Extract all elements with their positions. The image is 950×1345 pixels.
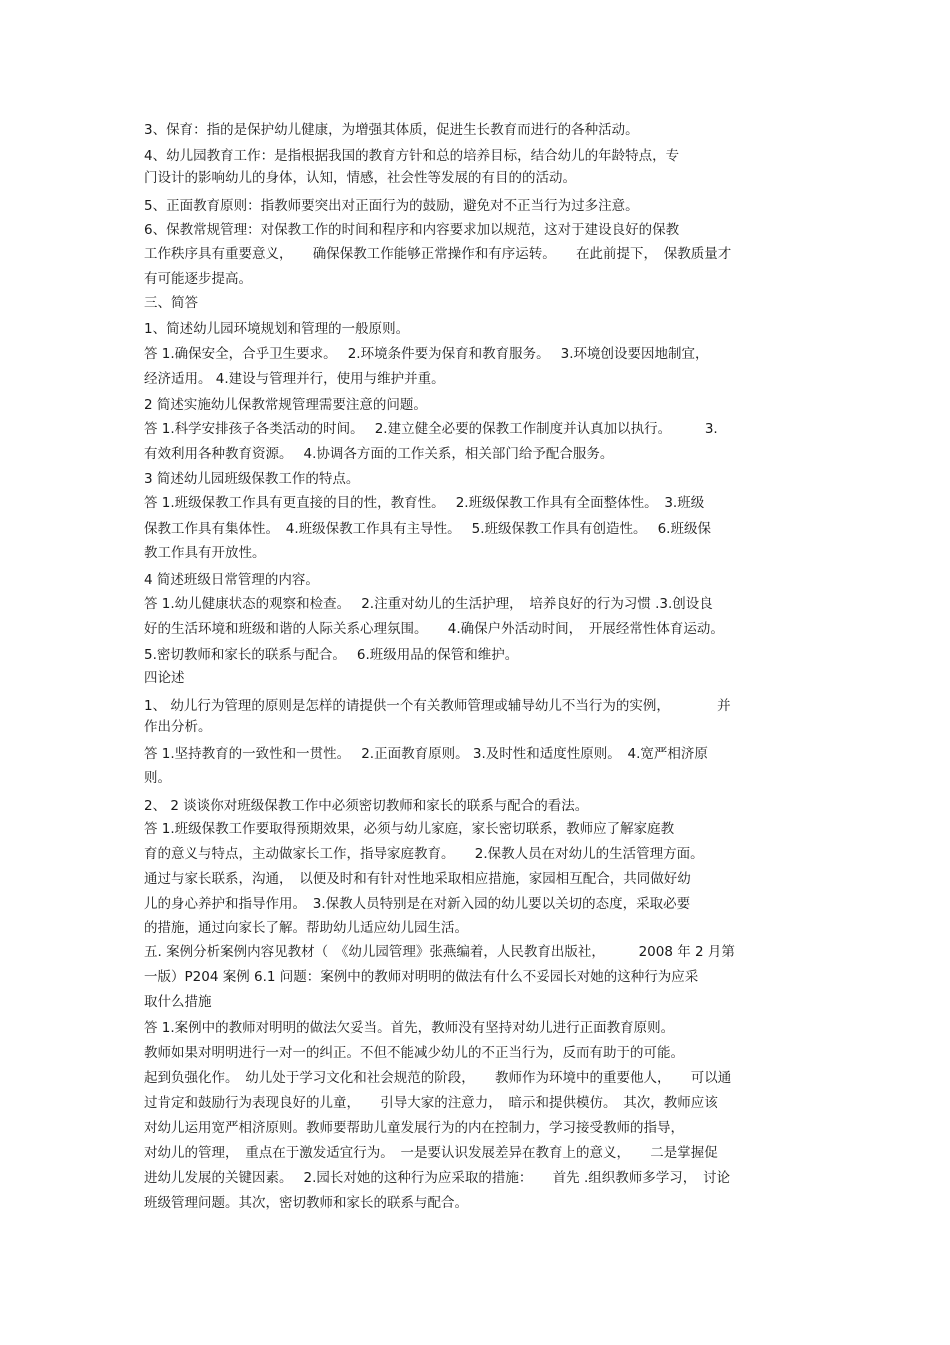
answer-line: 儿的身心养护和指导作用。 3.保教人员特别是在对新入园的幼儿要以关切的态度，采取必要 bbox=[144, 896, 691, 912]
answer-line: 好的生活环境和班级和谐的人际关系心理氛围。 4.确保户外活动时间， 开展经常性体育运动。 bbox=[144, 621, 724, 637]
answer-line: 答 1.科学安排孩子各类活动的时间。 2.建立健全必要的保教工作制度并认真加以执行。 3. bbox=[144, 421, 718, 437]
answer-line: 经济适用。 4.建设与管理并行，使用与维护并重。 bbox=[144, 371, 445, 387]
answer-line: 教工作具有开放性。 bbox=[144, 545, 266, 561]
question-line: 2、 2 谈谈你对班级保教工作中必须密切教师和家长的联系与配合的看法。 bbox=[144, 798, 589, 814]
question-line: 3 简述幼儿园班级保教工作的特点。 bbox=[144, 471, 360, 487]
answer-line: 进幼儿发展的关键因素。 2.园长对她的这种行为应采取的措施： 首先 .组织教师多学习， 讨论 bbox=[144, 1170, 731, 1186]
section-heading: 三、简答 bbox=[144, 295, 198, 311]
answer-line: 通过与家长联系，沟通， 以便及时和有针对性地采取相应措施，家园相互配合，共同做好幼 bbox=[144, 871, 691, 887]
text-line: 门设计的影响幼儿的身体，认知，情感，社会性等发展的有目的的活动。 bbox=[144, 170, 576, 186]
question-line: 1、 幼儿行为管理的原则是怎样的请提供一个有关教师管理或辅导幼儿不当行为的实例， 并 bbox=[144, 698, 731, 714]
section-heading: 四论述 bbox=[144, 670, 185, 686]
question-line: 2 简述实施幼儿保教常规管理需要注意的问题。 bbox=[144, 397, 427, 413]
answer-line: 答 1.班级保教工作要取得预期效果，必须与幼儿家庭，家长密切联系，教师应了解家庭教 bbox=[144, 821, 675, 837]
answer-line: 答 1.确保安全，合乎卫生要求。 2.环境条件要为保育和教育服务。 3.环境创设要因地制宜， bbox=[144, 346, 709, 362]
answer-line: 有效利用各种教育资源。 4.协调各方面的工作关系，相关部门给予配合服务。 bbox=[144, 446, 614, 462]
answer-line: 对幼儿的管理， 重点在于激发适宜行为。 一是要认识发展差异在教育上的意义， 二是掌握促 bbox=[144, 1145, 718, 1161]
question-line: 1、简述幼儿园环境规划和管理的一般原则。 bbox=[144, 321, 410, 337]
answer-line: 答 1.幼儿健康状态的观察和检查。 2.注重对幼儿的生活护理， 培养良好的行为习惯 .3.创设良 bbox=[144, 596, 713, 612]
text-line: 5、正面教育原则：指教师要突出对正面行为的鼓励，避免对不正当行为过多注意。 bbox=[144, 198, 639, 214]
answer-line: 答 1.班级保教工作具有更直接的目的性，教育性。 2.班级保教工作具有全面整体性。 3.班级 bbox=[144, 495, 705, 511]
text-line: 6、保教常规管理：对保教工作的时间和程序和内容要求加以规范，这对于建设良好的保教 bbox=[144, 222, 680, 238]
answer-line: 则。 bbox=[144, 770, 171, 786]
text-line: 4、幼儿园教育工作：是指根据我国的教育方针和总的培养目标，结合幼儿的年龄特点，专 bbox=[144, 148, 680, 164]
text-line: 工作秩序具有重要意义， 确保保教工作能够正常操作和有序运转。 在此前提下， 保教质量才 bbox=[144, 246, 732, 262]
answer-line: 起到负强化作。 幼儿处于学习文化和社会规范的阶段， 教师作为环境中的重要他人， 可以通 bbox=[144, 1070, 732, 1086]
question-line: 作出分析。 bbox=[144, 719, 212, 735]
answer-line: 教师如果对明明进行一对一的纠正。不但不能减少幼儿的不正当行为，反而有助于的可能。 bbox=[144, 1045, 684, 1061]
answer-line: 对幼儿运用宽严相济原则。教师要帮助儿童发展行为的内在控制力，学习接受教师的指导， bbox=[144, 1120, 684, 1136]
answer-line: 过肯定和鼓励行为表现良好的儿童， 引导大家的注意力， 暗示和提供模仿。 其次，教师应该 bbox=[144, 1095, 718, 1111]
text-line: 有可能逐步提高。 bbox=[144, 271, 252, 287]
section-heading: 五. 案例分析案例内容见教材（ 《幼儿园管理》张燕编着，人民教育出版社， 2008 年 2 月第 bbox=[144, 944, 735, 960]
question-line: 取什么措施 bbox=[144, 994, 212, 1010]
answer-line: 的措施，通过向家长了解。帮助幼儿适应幼儿园生活。 bbox=[144, 920, 468, 936]
answer-line: 答 1.坚持教育的一致性和一贯性。 2.正面教育原则。 3.及时性和适度性原则。 4.宽严相济原 bbox=[144, 746, 708, 762]
text-line: 3、保育：指的是保护幼儿健康，为增强其体质，促进生长教育而进行的各种活动。 bbox=[144, 122, 639, 138]
answer-line: 答 1.案例中的教师对明明的做法欠妥当。首先，教师没有坚持对幼儿进行正面教育原则。 bbox=[144, 1020, 675, 1036]
question-line: 4 简述班级日常管理的内容。 bbox=[144, 572, 319, 588]
question-line: 一版）P204 案例 6.1 问题：案例中的教师对明明的做法有什么不妥园长对她的这种行为应采 bbox=[144, 969, 699, 985]
answer-line: 班级管理问题。其次，密切教师和家长的联系与配合。 bbox=[144, 1195, 468, 1211]
answer-line: 育的意义与特点，主动做家长工作，指导家庭教育。 2.保教人员在对幼儿的生活管理方面。 bbox=[144, 846, 704, 862]
answer-line: 保教工作具有集体性。 4.班级保教工作具有主导性。 5.班级保教工作具有创造性。 6.班级保 bbox=[144, 521, 711, 537]
answer-line: 5.密切教师和家长的联系与配合。 6.班级用品的保管和维护。 bbox=[144, 647, 519, 663]
